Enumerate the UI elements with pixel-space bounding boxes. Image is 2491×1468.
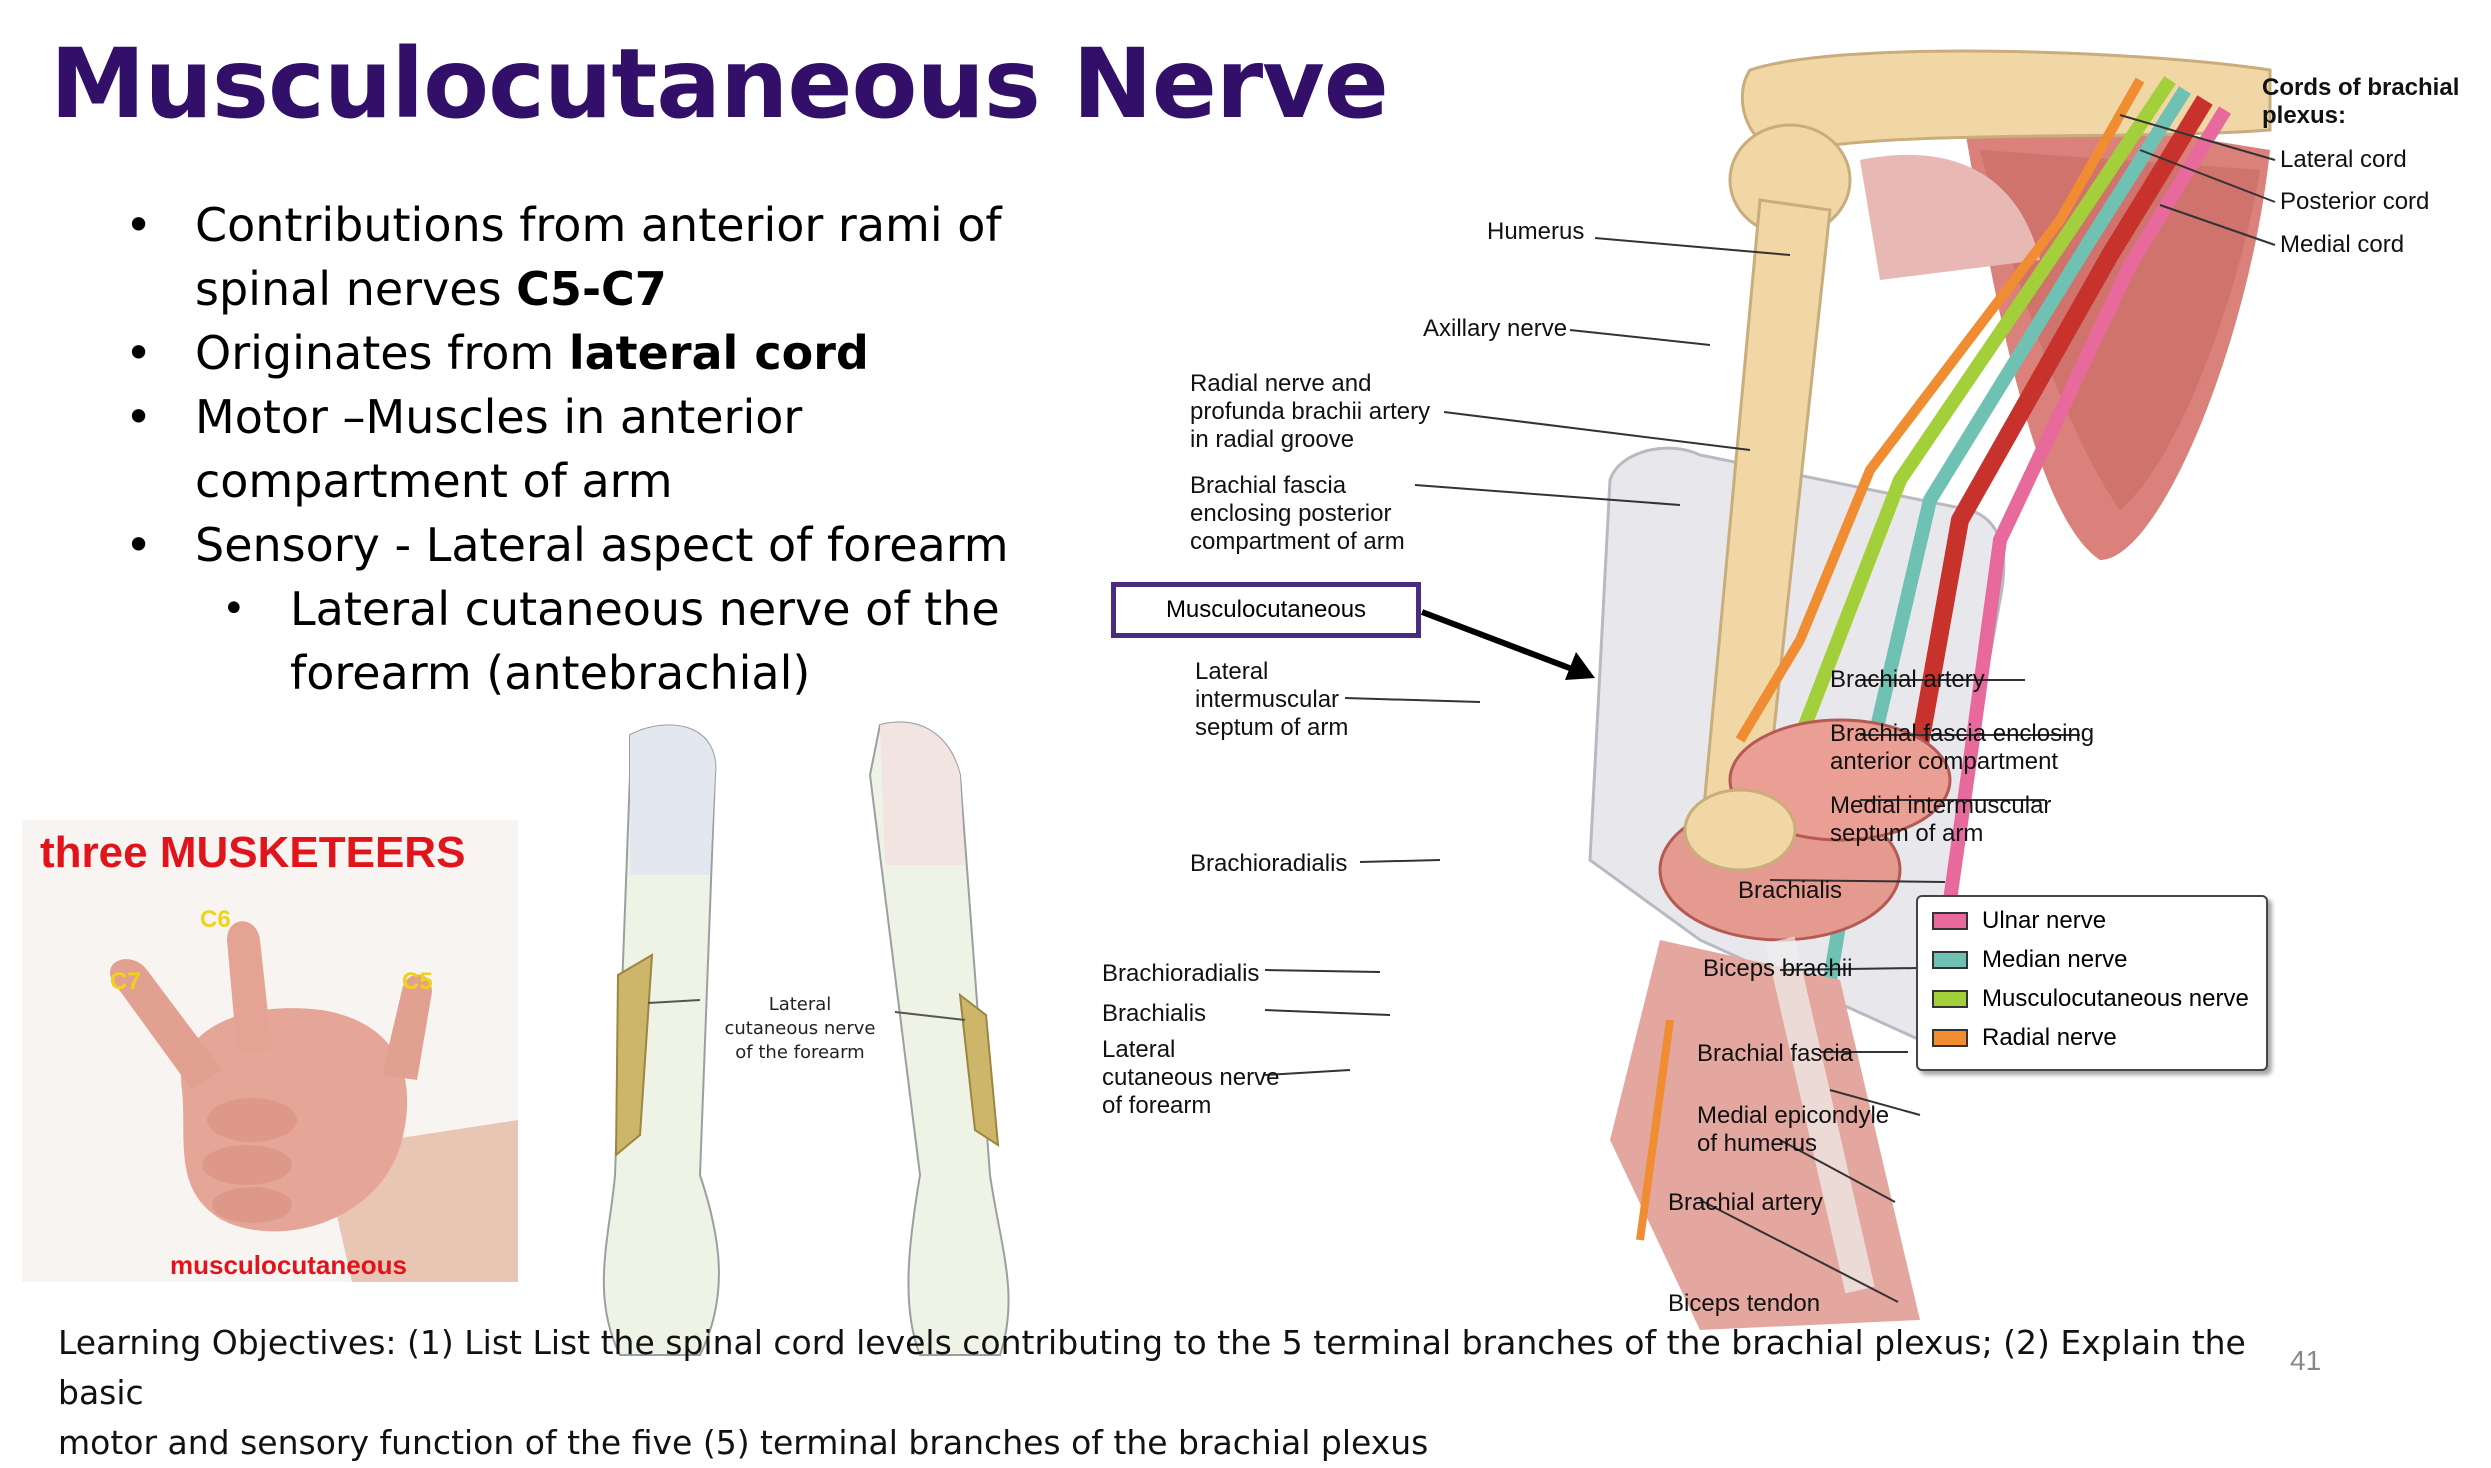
bullet-line: Lateral cutaneous nerve of the — [290, 582, 1000, 636]
label-line: Lateral — [1195, 658, 1269, 685]
label-line: enclosing posterior — [1190, 500, 1392, 527]
label-line: compartment of arm — [1190, 528, 1405, 555]
objectives-line: motor and sensory function of the five (5) terminal branches of the brachial plexus — [58, 1423, 1429, 1462]
label-line: of forearm — [1102, 1092, 1212, 1119]
label-medial-cord: Medial cord — [2280, 231, 2405, 258]
bullet-line: Contributions from anterior rami of — [195, 198, 1002, 252]
label-medial-epicondyle — [1697, 1102, 1889, 1158]
label-line: profunda brachii artery — [1190, 398, 1431, 425]
bullet-motor — [125, 385, 803, 513]
label-brachial-artery-2: Brachial artery — [1668, 1189, 1823, 1216]
nerve-legend — [1916, 895, 2268, 1071]
legend-label: Ulnar nerve — [1982, 907, 2107, 934]
label-posterior-cord: Posterior cord — [2280, 188, 2430, 215]
hand-photo — [22, 820, 518, 1282]
label-line: septum of arm — [1830, 820, 1984, 847]
dermatome-illustration — [520, 715, 1080, 1395]
label-line: Brachial fascia — [1190, 472, 1347, 499]
label-brachialis-2: Brachialis — [1102, 1000, 1207, 1027]
label-lateral-cord: Lateral cord — [2280, 146, 2407, 173]
label-biceps-tendon: Biceps tendon — [1668, 1290, 1821, 1317]
musculocutaneous-box: Musculocutaneous — [1111, 582, 1421, 638]
label-line: plexus: — [2262, 102, 2347, 129]
musketeers-title: three MUSKETEERS — [40, 828, 466, 877]
label-line: Lateral — [1102, 1036, 1176, 1063]
label-line: Brachial fascia enclosing — [1830, 720, 2095, 747]
bullet-dot: • — [125, 326, 153, 380]
legend-swatch — [1932, 1029, 1968, 1047]
legend-item-radial — [1932, 1024, 2117, 1052]
label-line: septum of arm — [1195, 714, 1349, 741]
musculocutaneous-caption: musculocutaneous — [170, 1250, 407, 1280]
dermatome-label-line: Lateral — [768, 994, 832, 1015]
label-biceps-brachii: Biceps brachii — [1703, 955, 1853, 982]
legend-item-median — [1932, 946, 2127, 974]
label-line: Medial intermuscular — [1830, 792, 2052, 819]
page-number: 41 — [2290, 1345, 2322, 1376]
bullet-sensory — [125, 513, 1009, 577]
c6-label: C6 — [200, 906, 231, 933]
label-lateral-cutaneous-nerve — [1102, 1036, 1279, 1120]
label-brachioradialis-2: Brachioradialis — [1102, 960, 1260, 987]
label-brachial-artery: Brachial artery — [1830, 666, 1985, 693]
objectives-line: Learning Objectives: (1) List List the spinal cord levels contributing to the 5 terminal branches of the brachial plexus; (2) Explain the basic — [58, 1323, 2246, 1412]
label-line: cutaneous nerve — [1102, 1064, 1280, 1091]
dermatome-label — [700, 993, 900, 1065]
bullet-line: forearm (antebrachial) — [290, 646, 811, 700]
learning-objectives — [58, 1318, 2298, 1468]
label-brachial-fascia-posterior — [1190, 472, 1405, 556]
c7-label: C7 — [110, 968, 141, 995]
bullet-line: Originates from lateral cord — [195, 326, 869, 380]
bullet-dot: • — [125, 198, 153, 252]
label-brachial-fascia-anterior — [1830, 720, 2094, 776]
label-line: of humerus — [1697, 1130, 1818, 1157]
bullet-line: spinal nerves C5-C7 — [195, 262, 667, 316]
legend-label: Musculocutaneous nerve — [1982, 985, 2249, 1012]
label-brachioradialis: Brachioradialis — [1190, 850, 1348, 877]
bullet-dot: • — [125, 390, 153, 444]
dermatome-label-line: of the forearm — [735, 1042, 865, 1063]
label-line: in radial groove — [1190, 426, 1355, 453]
label-line: anterior compartment — [1830, 748, 2059, 775]
legend-swatch — [1932, 990, 1968, 1008]
label-line: intermuscular — [1195, 686, 1340, 713]
label-medial-intermuscular-septum — [1830, 792, 2051, 848]
bullet-dot: • — [222, 586, 246, 632]
label-line: Cords of brachial — [2262, 74, 2460, 101]
hand-illustration — [22, 820, 518, 1282]
legend-item-ulnar — [1932, 907, 2106, 935]
legend-swatch — [1932, 951, 1968, 969]
dermatome-label-line: cutaneous nerve — [724, 1018, 876, 1039]
bullet-line: compartment of arm — [195, 454, 673, 508]
bullet-origin — [125, 321, 869, 385]
label-humerus: Humerus — [1487, 218, 1585, 245]
bullet-dot: • — [125, 518, 153, 572]
label-line: Radial nerve and — [1190, 370, 1372, 397]
c5-label: C5 — [402, 968, 433, 995]
label-axillary-nerve: Axillary nerve — [1423, 315, 1568, 342]
bullet-line: Motor –Muscles in anterior — [195, 390, 803, 444]
sub-bullet-lateral-cutaneous — [222, 577, 1000, 705]
legend-swatch — [1932, 912, 1968, 930]
slide-title: Musculocutaneous Nerve — [50, 28, 1388, 140]
label-brachial-fascia: Brachial fascia — [1697, 1040, 1854, 1067]
legend-label: Median nerve — [1982, 946, 2128, 973]
bullet-line: Sensory - Lateral aspect of forearm — [195, 518, 1009, 572]
label-brachialis: Brachialis — [1738, 877, 1843, 904]
legend-label: Radial nerve — [1982, 1024, 2117, 1051]
label-line: Medial epicondyle — [1697, 1102, 1890, 1129]
bullet-contributions — [125, 193, 1002, 321]
label-lateral-intermuscular-septum — [1195, 658, 1348, 742]
legend-item-musculocutaneous — [1932, 985, 2249, 1013]
label-radial-nerve — [1190, 370, 1430, 454]
label-cords-title — [2262, 74, 2459, 130]
